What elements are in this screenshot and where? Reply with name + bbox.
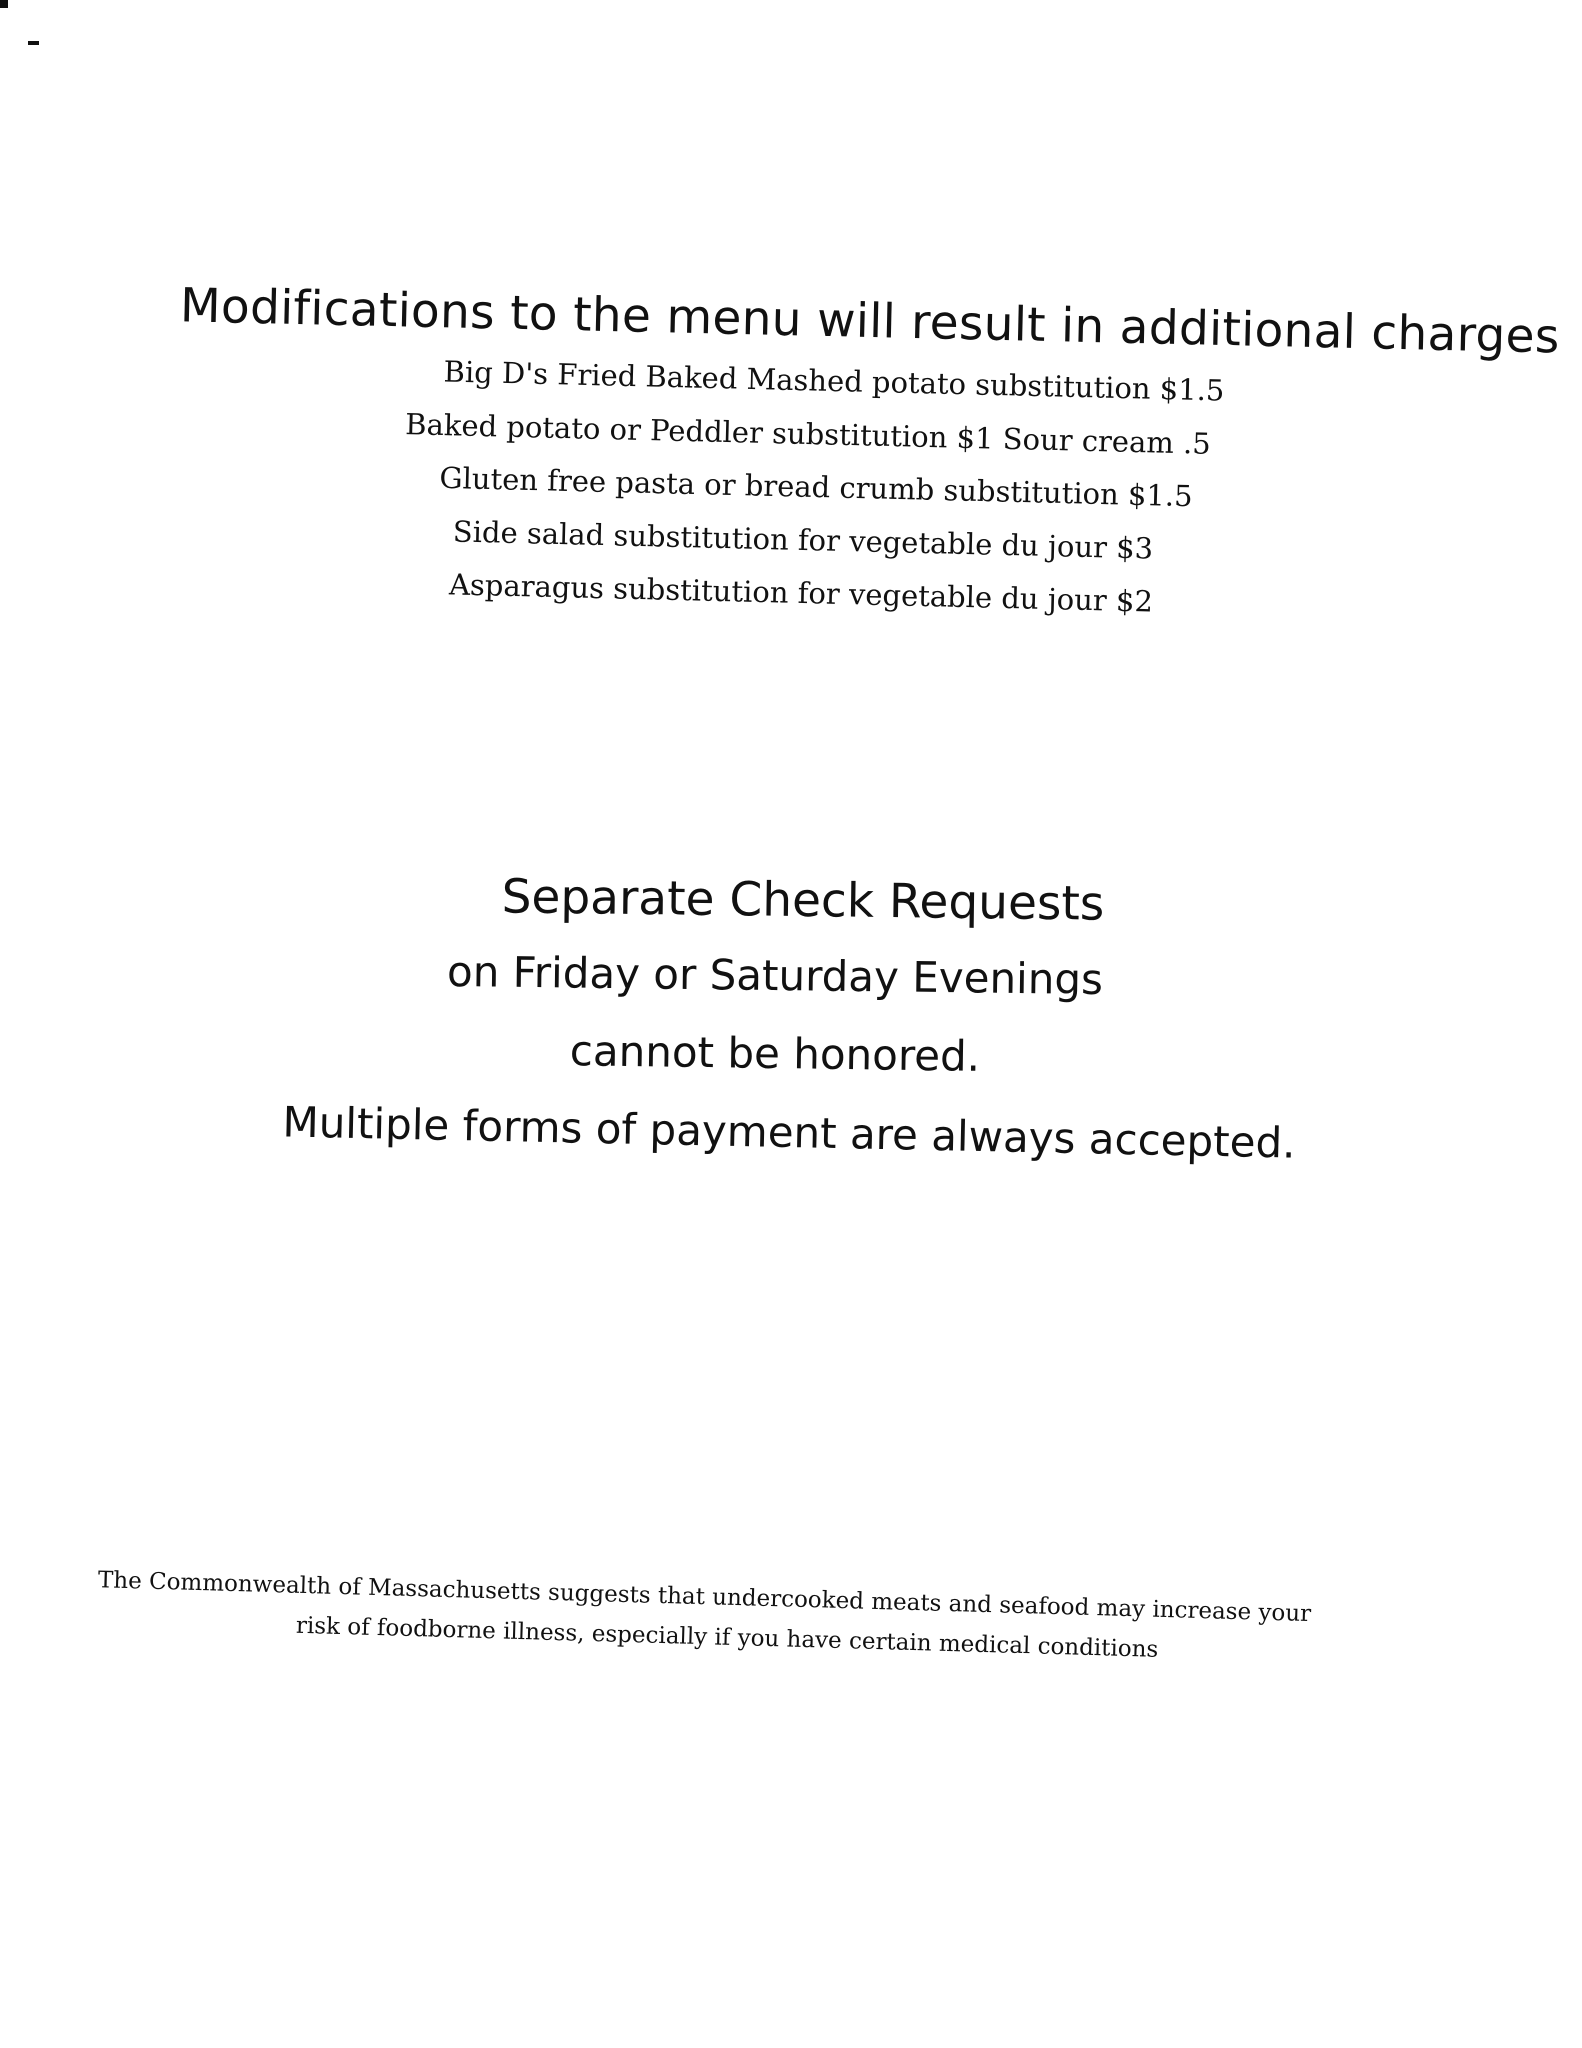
substitution-item: Gluten free pasta or bread crumb substitution $1.5 (439, 460, 1193, 514)
health-advisory-line-1: The Commonwealth of Massachusetts suggests that undercooked meats and seafood may increase your (97, 1567, 1312, 1628)
modifications-section (179, 278, 1561, 620)
substitution-item: Big D's Fried Baked Mashed potato substitution $1.5 (443, 354, 1225, 408)
substitution-item: Baked potato or Peddler substitution $1 Sour cream .5 (404, 407, 1212, 461)
substitution-item: Side salad substitution for vegetable du jour $3 (452, 514, 1154, 566)
separate-check-not-honored: cannot be honored. (569, 1026, 981, 1081)
separate-check-title: Separate Check Requests (501, 869, 1105, 932)
substitution-list (180, 355, 1390, 620)
health-advisory-line-2: risk of foodborne illness, especially if you have certain medical conditions (295, 1612, 1159, 1663)
separate-check-days: on Friday or Saturday Evenings (446, 946, 1104, 1005)
separate-check-section (180, 868, 1390, 1176)
scan-artifact-corner (0, 0, 8, 8)
payment-policy: Multiple forms of payment are always accepted. (281, 1097, 1297, 1168)
modifications-heading: Modifications to the menu will result in additional charges (179, 278, 1561, 365)
health-advisory (90, 1560, 1420, 1663)
substitution-item: Asparagus substitution for vegetable du jour $2 (448, 567, 1154, 619)
scan-artifact-dash (28, 41, 39, 45)
